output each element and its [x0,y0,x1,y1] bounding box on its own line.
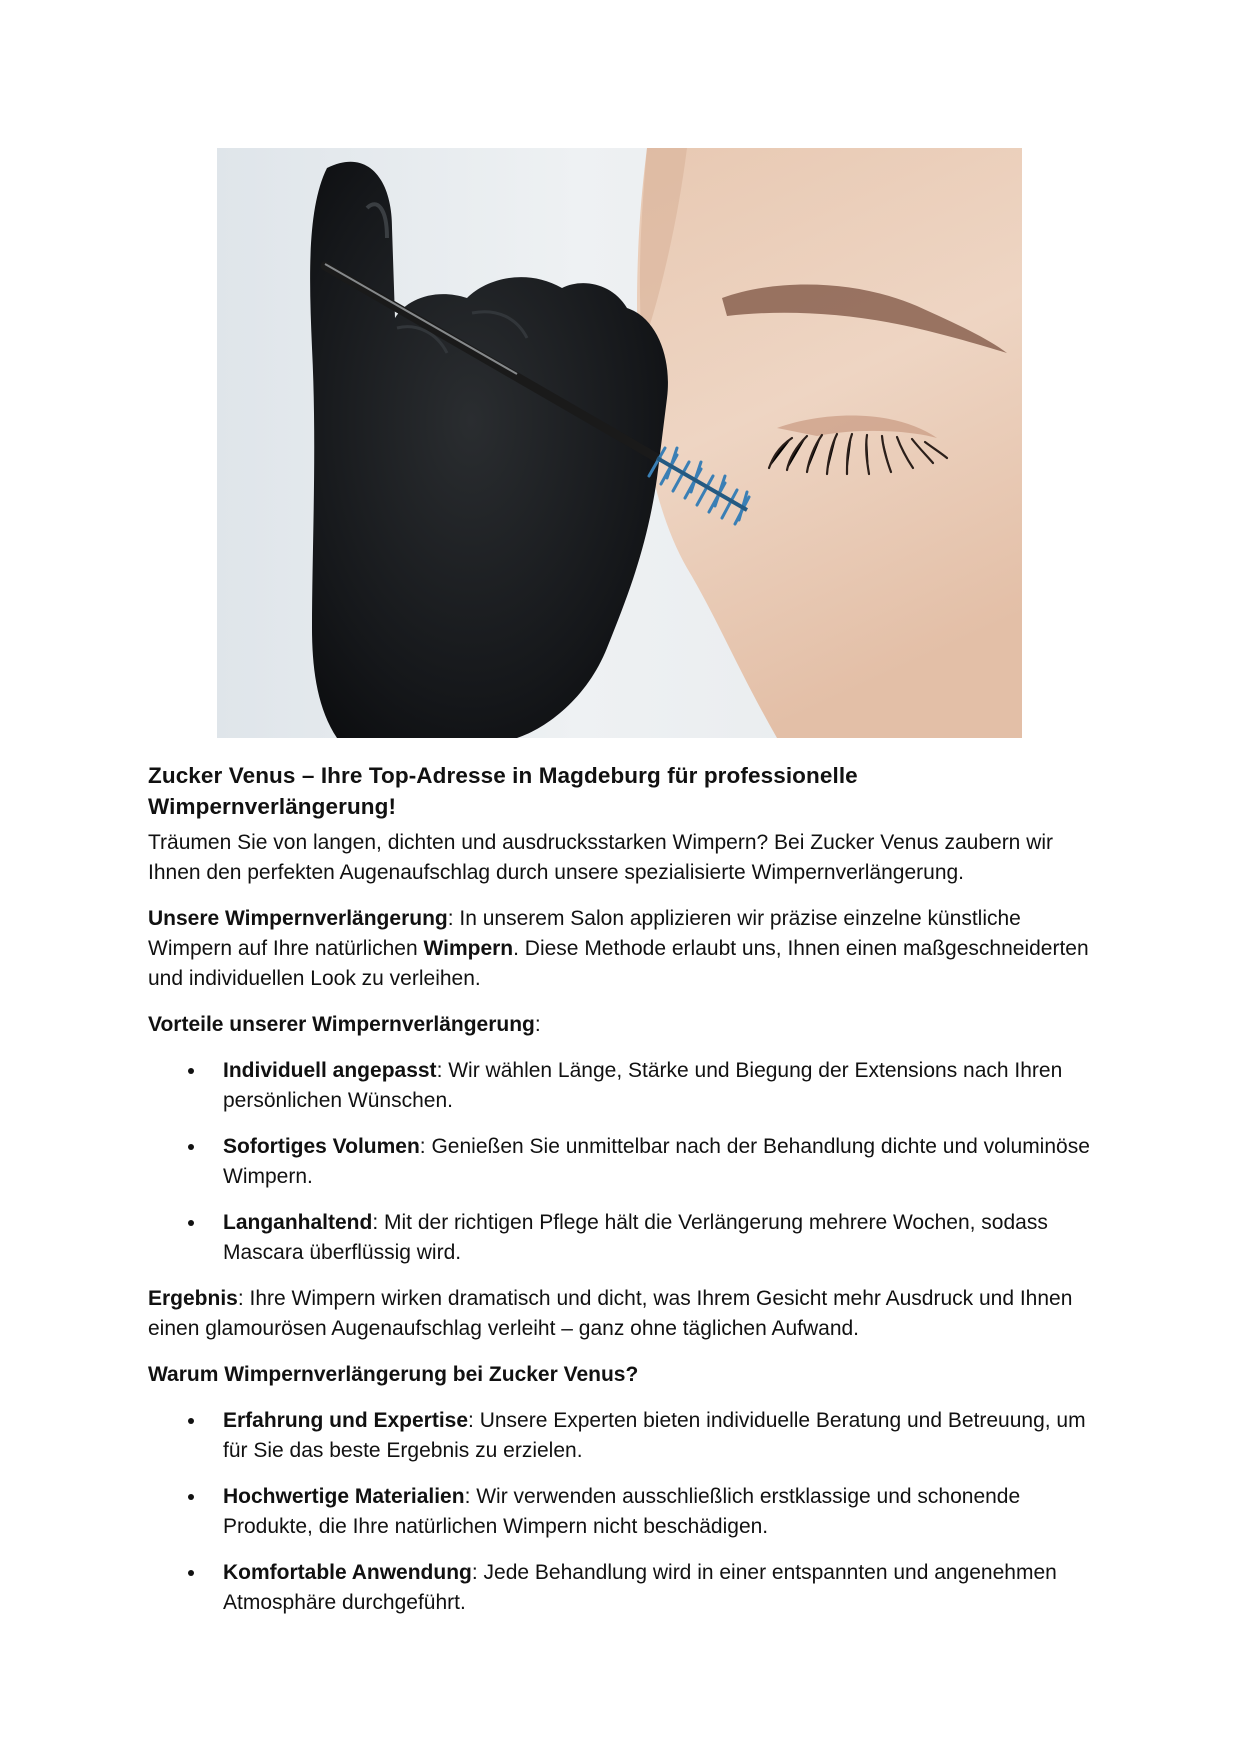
warum-heading [148,1360,1098,1390]
page-title: Zucker Venus – Ihre Top-Adresse in Magdeburg für professionelle Wimpernverlängerung! [148,763,858,819]
list-item [148,1208,1098,1268]
bullet-icon [188,1068,194,1074]
bullet-icon [188,1418,194,1424]
unsere-bold-wimpern: Wimpern [423,937,514,960]
list-item-label: Erfahrung und Expertise [223,1409,469,1432]
list-item-text: : Wir verwenden ausschließlich erstklassige und schonende Produkte, die Ihre natürlichen Wimpern nicht beschädigen. [223,1485,1021,1538]
vorteile-list [148,1056,1098,1268]
vorteile-heading [148,1010,1098,1040]
unsere-text-1: : In unserem Salon applizieren wir präzise einzelne künstliche Wimpern auf Ihre natürlichen [148,907,1021,960]
eyelash-extension-photo [217,148,1022,738]
list-item [148,1558,1098,1618]
list-item-label: Individuell angepasst [223,1059,437,1082]
photo-illustration [217,148,1022,738]
warum-heading-text: Warum Wimpernverlängerung bei Zucker Venus? [148,1363,639,1386]
ergebnis-text: : Ihre Wimpern wirken dramatisch und dicht, was Ihrem Gesicht mehr Ausdruck und Ihnen einen glamourösen Augenaufschlag verleiht – ganz ohne täglichen Aufwand. [148,1287,1073,1340]
intro-paragraph: Träumen Sie von langen, dichten und ausdrucksstarken Wimpern? Bei Zucker Venus zaubern wir Ihnen den perfekten Augenaufschlag durch unsere spezialisierte Wimpernverlängerung. [148,831,1054,884]
bullet-icon [188,1144,194,1150]
bullet-icon [188,1220,194,1226]
list-item [148,1056,1098,1116]
unsere-text-2: . Diese Methode erlaubt uns, Ihnen einen maßgeschneiderten und individuellen Look zu verleihen. [148,937,1089,990]
warum-list [148,1406,1098,1618]
list-item-text: : Wir wählen Länge, Stärke und Biegung der Extensions nach Ihren persönlichen Wünschen. [223,1059,1063,1112]
list-item [148,1406,1098,1466]
list-item [148,1482,1098,1542]
list-item [148,1132,1098,1192]
list-item-label: Sofortiges Volumen [223,1135,420,1158]
article-content [148,760,1098,1634]
bullet-icon [188,1494,194,1500]
list-item-label: Langanhaltend [223,1211,373,1234]
vorteile-colon: : [534,1013,541,1036]
vorteile-heading-text: Vorteile unserer Wimpernverlängerung [148,1013,535,1036]
list-item-text: : Genießen Sie unmittelbar nach der Behandlung dichte und voluminöse Wimpern. [223,1135,1090,1188]
unsere-paragraph [148,904,1098,994]
list-item-label: Hochwertige Materialien [223,1485,465,1508]
bullet-icon [188,1570,194,1576]
unsere-label: Unsere Wimpernverlängerung [148,907,448,930]
list-item-text: : Unsere Experten bieten individuelle Beratung und Betreuung, um für Sie das beste Ergebnis zu erzielen. [223,1409,1086,1462]
ergebnis-label: Ergebnis [148,1287,238,1310]
list-item-text: : Mit der richtigen Pflege hält die Verlängerung mehrere Wochen, sodass Mascara überflüssig wird. [223,1211,1048,1264]
list-item-label: Komfortable Anwendung [223,1561,472,1584]
ergebnis-paragraph [148,1284,1098,1344]
list-item-text: : Jede Behandlung wird in einer entspannten und angenehmen Atmosphäre durchgeführt. [223,1561,1057,1614]
